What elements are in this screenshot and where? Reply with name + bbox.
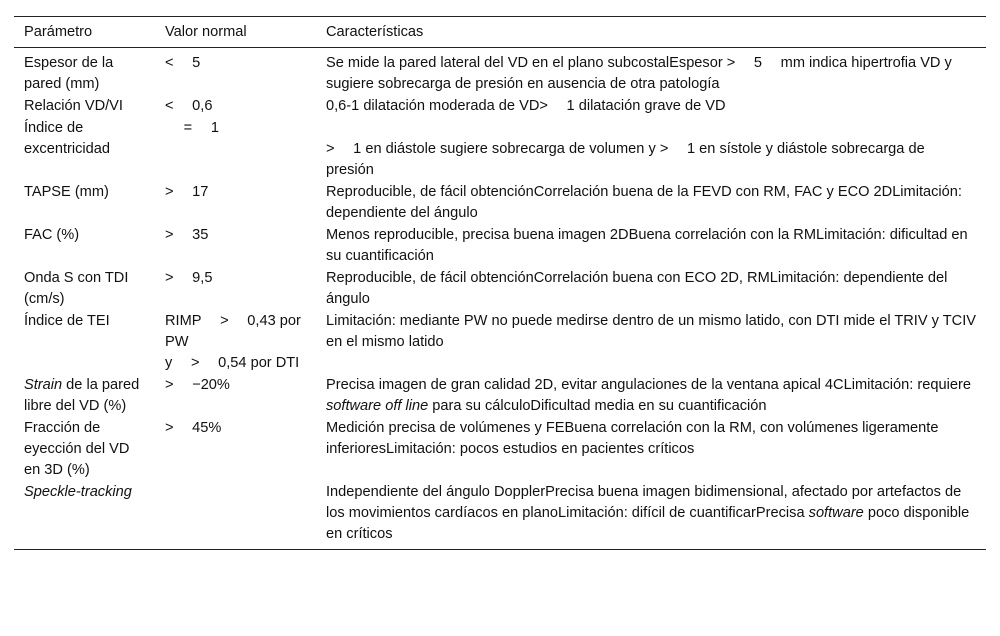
normal-value-cell: = 1	[165, 120, 219, 136]
normal-value-line: y > 0,54 por DTI	[165, 355, 300, 371]
features-italic: software off line	[326, 398, 429, 414]
table-row	[14, 417, 986, 481]
table-row	[14, 374, 986, 417]
param-italic: Speckle-tracking	[24, 484, 132, 500]
features-cell: 0,6-1 dilatación moderada de VD> 1 dilatación grave de VD	[326, 98, 726, 114]
features-text: Precisa imagen de gran calidad 2D, evitar angulaciones de la ventana apical 4CLimitación: requiere	[326, 377, 975, 393]
features-cell	[316, 374, 986, 417]
normal-value-cell: > 9,5	[165, 270, 213, 286]
table-row	[14, 181, 986, 224]
normal-value-cell: < 0,6	[165, 98, 213, 114]
features-cell: Reproducible, de fácil obtenciónCorrelación buena con ECO 2D, RMLimitación: dependiente del ángulo	[326, 270, 952, 307]
normal-value-cell	[155, 481, 316, 550]
header-caracteristicas: Características	[316, 17, 986, 48]
features-text: Independiente del ángulo DopplerPrecisa buena imagen bidimensional, afectado por artefactos de los movimientos cardíacos en planoLimitación: difícil de cuantificarPrecisa	[326, 484, 966, 521]
param-cell: Índice de TEI	[24, 313, 110, 329]
features-text: poco disponible en críticos	[326, 505, 974, 542]
param-cell	[14, 374, 155, 417]
features-text: > 1 en diástole sugiere sobrecarga de volumen y > 1 en sístole y diástole sobrecarga de presión	[326, 141, 929, 178]
param-cell	[14, 481, 155, 550]
header-valor-normal: Valor normal	[155, 17, 316, 48]
param-cell: Onda S con TDI (cm/s)	[24, 270, 129, 307]
normal-value-cell: > −20%	[165, 377, 230, 393]
param-cell: Fracción de eyección del VD en 3D (%)	[24, 420, 130, 478]
normal-value-line: RIMP > 0,43 por PW	[165, 313, 305, 350]
param-cell: Espesor de la pared (mm)	[24, 55, 114, 92]
features-cell	[316, 481, 986, 550]
table-row	[14, 224, 986, 267]
table-header-row	[14, 17, 986, 48]
header-parametro: Parámetro	[14, 17, 155, 48]
features-italic: software	[808, 505, 864, 521]
features-cell: Reproducible, de fácil obtenciónCorrelación buena de la FEVD con RM, FAC y ECO 2DLimitación: dependiente del ángulo	[326, 184, 967, 221]
features-cell	[316, 117, 986, 181]
param-cell: FAC (%)	[24, 227, 80, 243]
table-row	[14, 95, 986, 117]
table-row	[14, 310, 986, 374]
features-text: para su cálculoDificultad media en su cuantificación	[428, 398, 767, 414]
features-cell: Limitación: mediante PW no puede medirse dentro de un mismo latido, con DTI mide el TRIV y TCIV en el mismo latido	[326, 313, 981, 350]
table-row	[14, 481, 986, 550]
param-cell: Índice de excentricidad	[24, 120, 110, 157]
features-cell: Menos reproducible, precisa buena imagen 2DBuena correlación con la RMLimitación: dificultad en su cuantificación	[326, 227, 972, 264]
table-row	[14, 48, 986, 96]
param-italic: Strain	[24, 377, 63, 393]
normal-value-cell: > 35	[165, 227, 209, 243]
table-row	[14, 117, 986, 181]
features-cell: Se mide la pared lateral del VD en el plano subcostalEspesor > 5 mm indica hipertrofia VD y sugiere sobrecarga de presión en ausencia de otra patología	[326, 55, 956, 92]
normal-value-cell: > 17	[165, 184, 209, 200]
parameters-table	[14, 16, 986, 550]
param-cell: Relación VD/VI	[24, 98, 123, 114]
param-rest: de la pared libre del VD (%)	[24, 377, 140, 414]
features-cell: Medición precisa de volúmenes y FEBuena correlación con la RM, con volúmenes ligeramente inferioresLimitación: pocos estudios en pacientes críticos	[326, 420, 943, 457]
normal-value-cell: > 45%	[165, 420, 222, 436]
table-row	[14, 267, 986, 310]
normal-value-cell	[155, 310, 316, 374]
param-cell: TAPSE (mm)	[24, 184, 109, 200]
normal-value-cell: < 5	[165, 55, 201, 71]
